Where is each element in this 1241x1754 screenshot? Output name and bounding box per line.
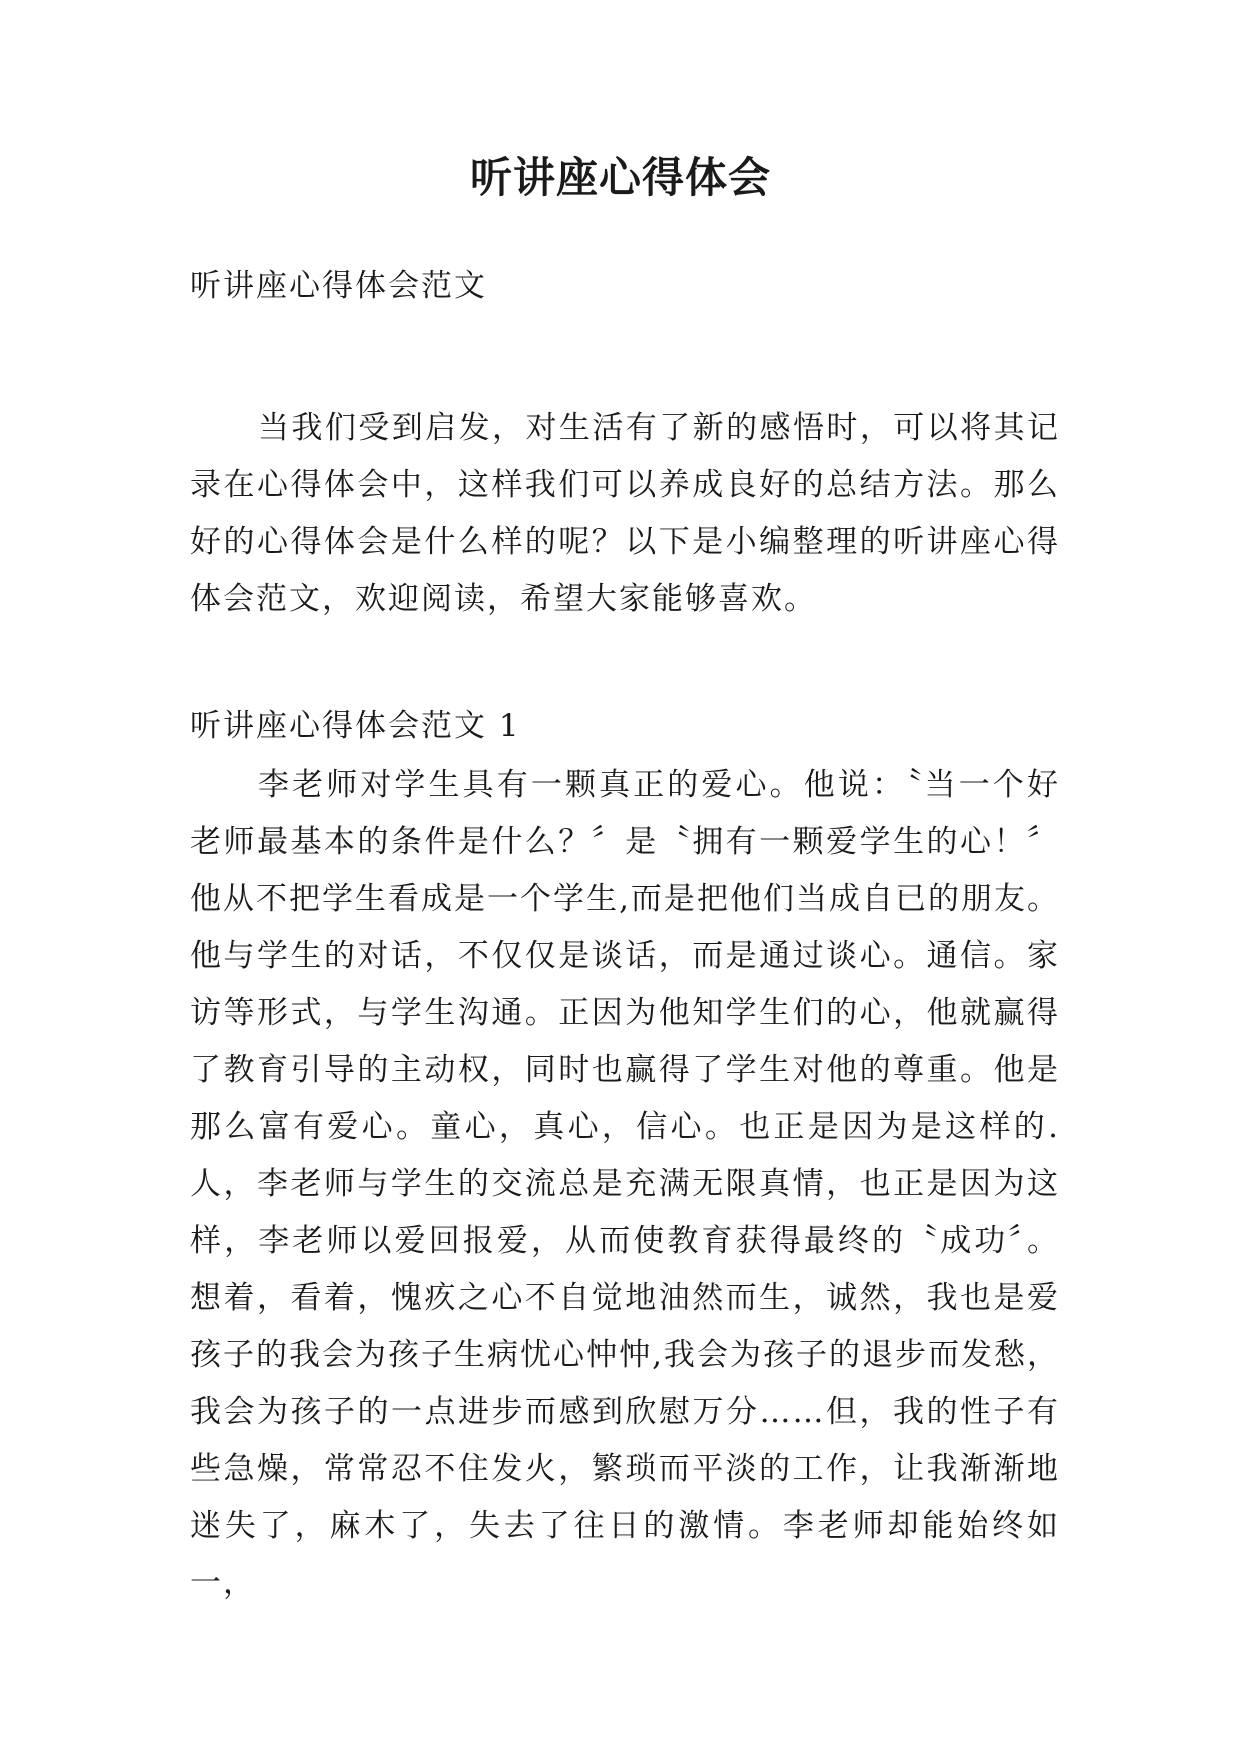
essay-heading: 听讲座心得体会范文 [190, 268, 487, 304]
section-1-heading: 听讲座心得体会范文 1 [190, 708, 521, 744]
section-1-paragraph: 李老师对学生具有一颗真正的爱心。他说：〝当一个好老师最基本的条件是什么？〞是〝拥有一颗爱学生的心！〞他从不把学生看成是一个学生,而是把他们当成自已的朋友。他与学生的对话，不仅仅是谈话，而是通过谈心。通信。家访等形式，与学生沟通。正因为他知学生们的心，他就赢得了教育引导的主动权，同时也赢得了学生对他的尊重。他是那么富有爱心。童心，真心，信心。也正是因为是这样的.人，李老师与学生的交流总是充满无限真情，也正是因为这样，李老师以爱回报爱，从而使教育获得最终的〝成功〞。想着，看着，愧疚之心不自觉地油然而生，诚然，我也是爱孩子的我会为孩子生病忧心忡忡,我会为孩子的退步而发愁，我会为孩子的一点进步而感到欣慰万分……但，我的性子有些急燥，常常忍不住发火，繁琐而平淡的工作，让我渐渐地迷失了，麻木了，失去了往日的激情。李老师却能始终如一， [190, 767, 1060, 1601]
intro-paragraph: 当我们受到启发，对生活有了新的感悟时，可以将其记录在心得体会中，这样我们可以养成良好的总结方法。那么好的心得体会是什么样的呢？以下是小编整理的听讲座心得体会范文，欢迎阅读，希望大家能够喜欢。 [190, 410, 1060, 617]
document-title: 听讲座心得体会 [469, 153, 771, 202]
